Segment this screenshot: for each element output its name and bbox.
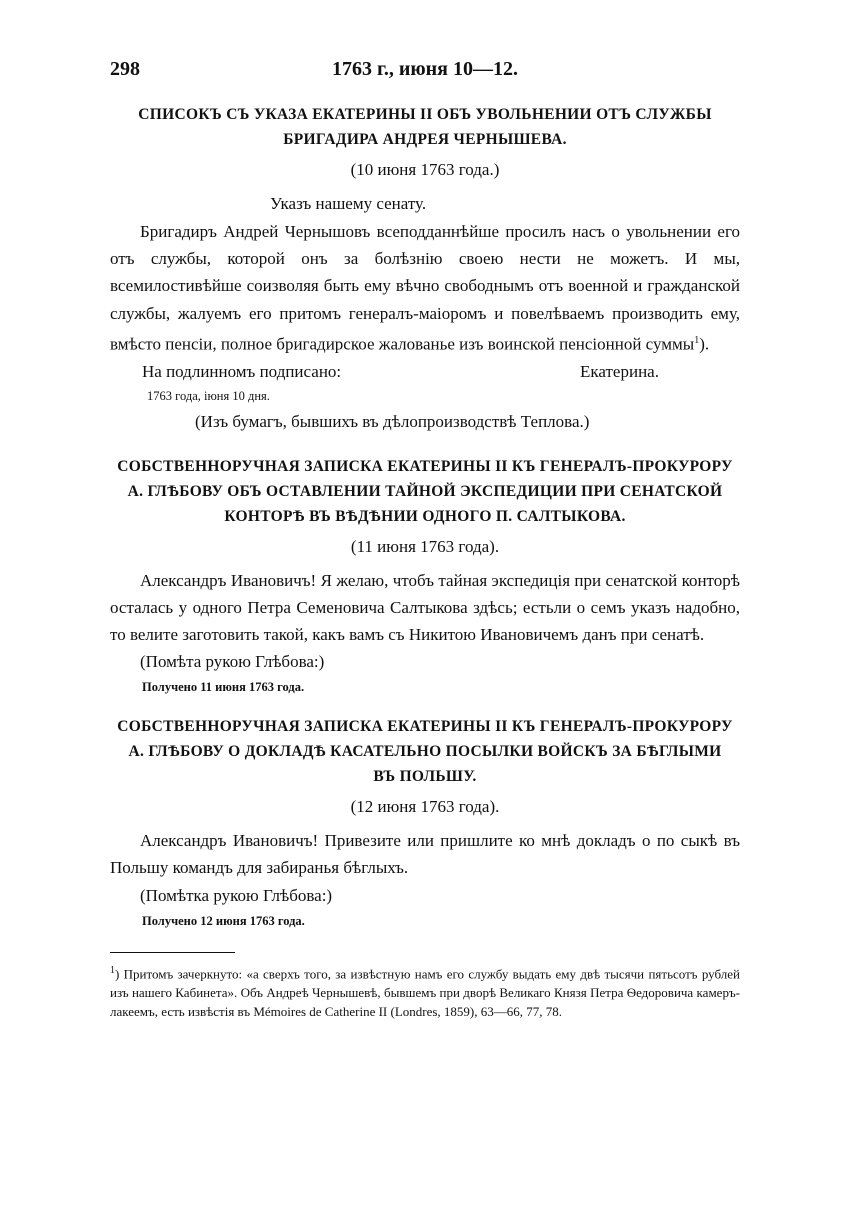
doc3-title [110, 714, 740, 789]
doc2-body: Александръ Ивановичъ! Я желаю, чтобъ тайная экспедиція при сенатской конторѣ осталась у одного Петра Семеновича Салтыкова здѣсь; естьли о семъ указъ надобно, то велите заготовить такой, какъ вамъ съ Никитою Ивановичемъ данъ при сенатѣ. [110, 570, 740, 645]
footnote-mark: 1 [110, 964, 115, 976]
doc1-title [110, 102, 740, 152]
doc1-section [110, 102, 740, 436]
footnote-ref[interactable]: 1 [694, 334, 700, 346]
doc3-date: (12 июня 1763 года). [350, 797, 500, 817]
doc2-received: Получено 11 июня 1763 года. [142, 680, 305, 695]
doc1-body-text: Бригадиръ Андрей Чернышовъ всеподданнѣйше просилъ насъ о увольнении его отъ службы, которой онъ за болѣзнію своею нести не можетъ. И мы, всемилостивѣйше соизволяя быть ему вѣчно свободнымъ отъ военной и гражданской службы, жалуемъ его притомъ генералъ-маіоромъ и повелѣваемъ производить ему, вмѣсто пенсіи, полное бригадирское жалованье изъ воинской пенсіонной суммы [110, 222, 740, 354]
document-page [110, 58, 740, 1021]
doc1-dateline: 1763 года, іюня 10 дня. [147, 388, 270, 403]
doc2-title [110, 454, 740, 529]
doc1-title-line2: БРИГАДИРА АНДРЕЯ ЧЕРНЫШЕВА. [283, 131, 567, 148]
signed-label: На подлинномъ подписано: [142, 361, 342, 381]
footnote-text: ) Притомъ зачеркнуто: «а сверхъ того, за извѣстную намъ его службу выдать ему двѣ тысячи пятьсотъ рублей изъ нашего Кабинета». Объ Андреѣ Чернышевѣ, бывшемъ при дворѣ Великаго Князя Петра Ѳедоровича камеръ-лакеемъ, есть извѣстія въ Mémoires de Catherine II (Londres, 1859), 63—66, 77, 78. [110, 966, 740, 1020]
doc3-section [110, 714, 740, 931]
doc3-title-line2: А. ГЛѢБОВУ О ДОКЛАДѢ КАСАТЕЛЬНО ПОСЫЛКИ ВОЙСКЪ ЗА БѢГЛЫМИ [128, 743, 722, 761]
doc2-title-line3: КОНТОРѢ ВЪ ВѢДѢНИИ ОДНОГО П. САЛТЫКОВА. [224, 507, 626, 525]
doc1-body-end: ). [699, 334, 710, 354]
doc2-date: (11 июня 1763 года). [350, 536, 500, 556]
doc2-section [110, 454, 740, 699]
doc2-note-label: (Помѣта рукою Глѣбова:) [140, 652, 325, 672]
doc1-date: (10 июня 1763 года.) [350, 160, 500, 179]
footnote [110, 961, 740, 1021]
doc2-title-line2: А. ГЛѢБОВУ ОБЪ ОСТАВЛЕНИИ ТАЙНОЙ ЭКСПЕДИЦИИ ПРИ СЕНАТСКОЙ [127, 482, 723, 500]
running-head: 1763 г., июня 10—12. [332, 58, 518, 80]
doc3-title-line1: СОБСТВЕННОРУЧНАЯ ЗАПИСКА ЕКАТЕРИНЫ II КЪ ГЕНЕРАЛЪ-ПРОКУРОРУ [117, 718, 733, 736]
doc1-body [110, 218, 740, 358]
doc2-title-line1: СОБСТВЕННОРУЧНАЯ ЗАПИСКА ЕКАТЕРИНЫ II КЪ ГЕНЕРАЛЪ-ПРОКУРОРУ [117, 457, 733, 475]
doc3-title-line3: ВЪ ПОЛЬШУ. [373, 768, 477, 786]
doc3-body: Александръ Ивановичъ! Привезите или пришлите ко мнѣ докладъ о по сыкѣ въ Польшу командъ для забиранья бѣглыхъ. [110, 831, 740, 878]
doc3-note-label: (Помѣтка рукою Глѣбова:) [140, 885, 333, 905]
doc3-received: Получено 12 июня 1763 года. [142, 913, 305, 928]
footnote-divider [110, 952, 235, 953]
page-header [110, 58, 740, 88]
doc1-signature-line [110, 358, 740, 386]
page-number: 298 [110, 58, 140, 80]
doc1-title-line1: СПИСОКЪ СЪ УКАЗА ЕКАТЕРИНЫ II ОБЪ УВОЛЬНЕНИИ ОТЪ СЛУЖБЫ [138, 106, 712, 123]
signed-name: Екатерина. [580, 361, 659, 381]
doc1-greeting: Указъ нашему сенату. [270, 194, 427, 213]
doc1-source: (Изъ бумагъ, бывшихъ въ дѣлопроизводствѣ Теплова.) [195, 411, 590, 431]
